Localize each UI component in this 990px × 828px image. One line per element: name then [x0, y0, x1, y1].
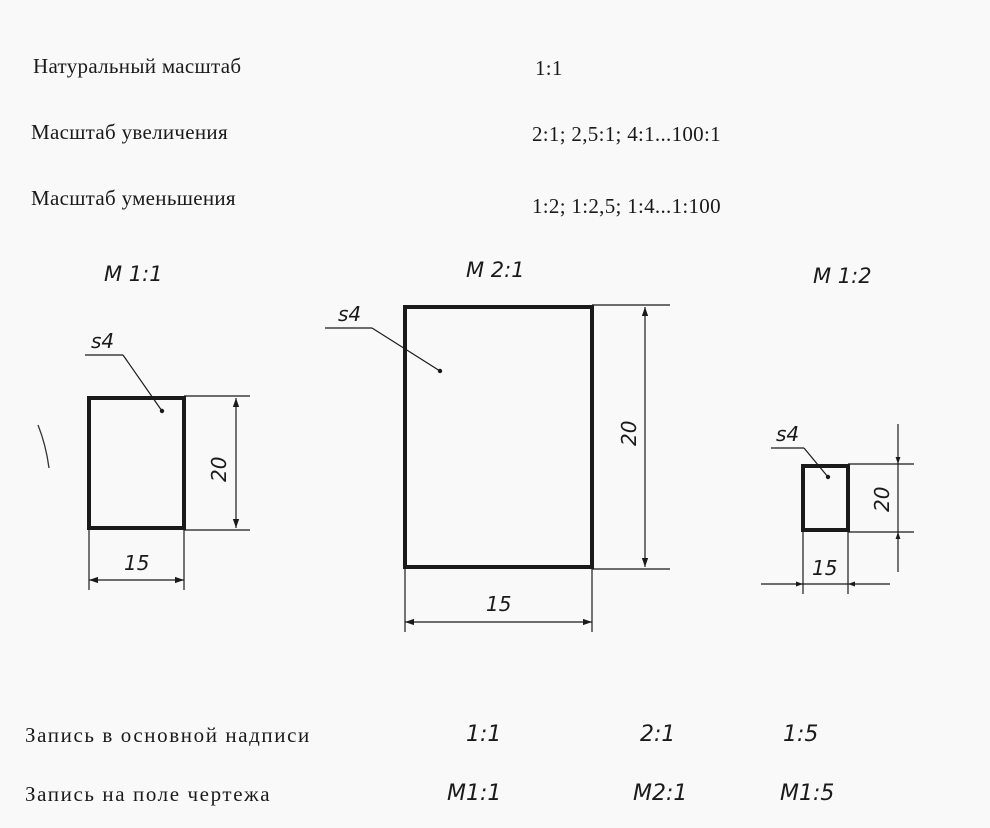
title-block-record-label: Запись в основной надписи: [25, 723, 311, 747]
leader-line: [123, 355, 162, 411]
drawing-m1-2: [761, 264, 914, 594]
height-label: 20: [207, 456, 231, 482]
reduce-scale-label: Масштаб уменьшения: [31, 186, 236, 210]
enlarge-scale-value: 2:1; 2,5:1; 4:1...100:1: [532, 122, 721, 146]
leader-dot: [826, 475, 830, 479]
drawing-field-value-1: M1:1: [447, 781, 502, 806]
drawing-scale-label: M 1:1: [104, 262, 163, 286]
title-block-value-1: 1:1: [466, 722, 502, 747]
drawing-scale-label: M 1:2: [813, 264, 872, 288]
drawing-field-record-label: Запись на поле чертежа: [25, 782, 272, 806]
width-label: 15: [812, 556, 838, 580]
section-rectangle: [405, 307, 592, 567]
drawing-scale-label: M 2:1: [466, 258, 525, 282]
title-block-value-2: 2:1: [640, 722, 676, 747]
natural-scale-label: Натуральный масштаб: [33, 54, 242, 78]
thickness-label: s4: [91, 329, 115, 353]
title-block-value-3: 1:5: [783, 722, 819, 747]
reduce-scale-value: 1:2; 1:2,5; 1:4...1:100: [532, 194, 721, 218]
leader-line: [804, 448, 828, 477]
drawing-m2-1: [325, 258, 670, 632]
width-label: 15: [486, 592, 512, 616]
enlarge-scale-label: Масштаб увеличения: [31, 120, 228, 144]
thickness-label: s4: [338, 302, 362, 326]
section-rectangle: [803, 466, 848, 530]
thickness-label: s4: [776, 422, 800, 446]
drawing-field-value-2: M2:1: [633, 781, 688, 806]
section-rectangle: [89, 398, 184, 528]
height-label: 20: [870, 486, 894, 512]
height-label: 20: [617, 420, 641, 446]
leader-dot: [438, 369, 442, 373]
width-label: 15: [124, 551, 150, 575]
leader-dot: [160, 409, 164, 413]
stray-mark: [38, 425, 49, 468]
natural-scale-value: 1:1: [535, 56, 563, 80]
drawing-m1-1: [85, 262, 250, 590]
drawing-field-value-3: M1:5: [780, 781, 835, 806]
